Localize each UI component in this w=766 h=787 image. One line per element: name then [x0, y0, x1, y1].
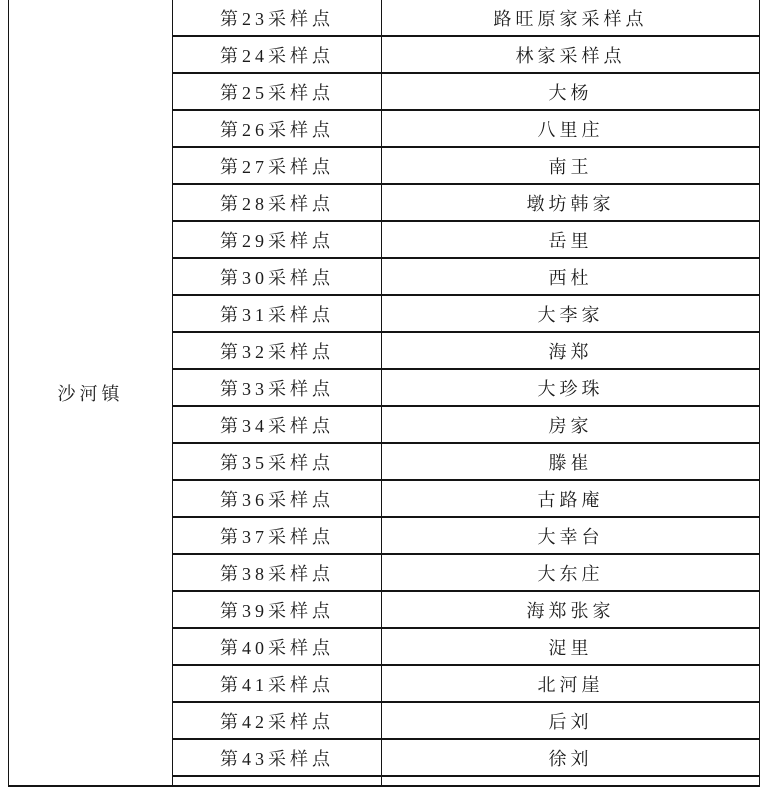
- sampling-point-cell: 第34采样点: [173, 406, 382, 443]
- sampling-point-cell: 第31采样点: [173, 295, 382, 332]
- sampling-point-cell: 第28采样点: [173, 184, 382, 221]
- sampling-point-cell: 第35采样点: [173, 443, 382, 480]
- site-name-cell: 大东庄: [382, 554, 760, 591]
- site-name-cell: 大幸台: [382, 517, 760, 554]
- sampling-point-cell: 第39采样点: [173, 591, 382, 628]
- sampling-point-cell: 第27采样点: [173, 147, 382, 184]
- sampling-point-cell: 第25采样点: [173, 73, 382, 110]
- sampling-point-cell: 第23采样点: [173, 0, 382, 36]
- sampling-point-cell: 第30采样点: [173, 258, 382, 295]
- sampling-point-cell: 第33采样点: [173, 369, 382, 406]
- site-name-cell: 西杜: [382, 258, 760, 295]
- sampling-point-cell: 第36采样点: [173, 480, 382, 517]
- sampling-point-cell: 第37采样点: [173, 517, 382, 554]
- site-name-cell: 古路庵: [382, 480, 760, 517]
- site-name-cell: 南王: [382, 147, 760, 184]
- sampling-point-cell: 第40采样点: [173, 628, 382, 665]
- sampling-point-cell: 第38采样点: [173, 554, 382, 591]
- sampling-points-table: [8, 0, 760, 787]
- sampling-point-cell: 第42采样点: [173, 702, 382, 739]
- site-name-cell: 岳里: [382, 221, 760, 258]
- sampling-point-cell: 第26采样点: [173, 110, 382, 147]
- site-name-cell: 大珍珠: [382, 369, 760, 406]
- sampling-point-cell: [173, 776, 382, 786]
- site-name-cell: 路旺原家采样点: [382, 0, 760, 36]
- sampling-point-cell: 第43采样点: [173, 739, 382, 776]
- town-name-cell: 沙河镇: [9, 0, 173, 786]
- site-name-cell: 浞里: [382, 628, 760, 665]
- site-name-cell: 林家采样点: [382, 36, 760, 73]
- sampling-table-body: [9, 0, 760, 786]
- sampling-point-cell: 第32采样点: [173, 332, 382, 369]
- site-name-cell: [382, 776, 760, 786]
- site-name-cell: 海郑: [382, 332, 760, 369]
- site-name-cell: 大杨: [382, 73, 760, 110]
- site-name-cell: 海郑张家: [382, 591, 760, 628]
- site-name-cell: 徐刘: [382, 739, 760, 776]
- sampling-point-cell: 第41采样点: [173, 665, 382, 702]
- sampling-point-cell: 第24采样点: [173, 36, 382, 73]
- site-name-cell: 房家: [382, 406, 760, 443]
- site-name-cell: 滕崔: [382, 443, 760, 480]
- site-name-cell: 北河崖: [382, 665, 760, 702]
- sampling-point-cell: 第29采样点: [173, 221, 382, 258]
- table-row: [9, 0, 760, 36]
- site-name-cell: 大李家: [382, 295, 760, 332]
- site-name-cell: 八里庄: [382, 110, 760, 147]
- site-name-cell: 墩坊韩家: [382, 184, 760, 221]
- site-name-cell: 后刘: [382, 702, 760, 739]
